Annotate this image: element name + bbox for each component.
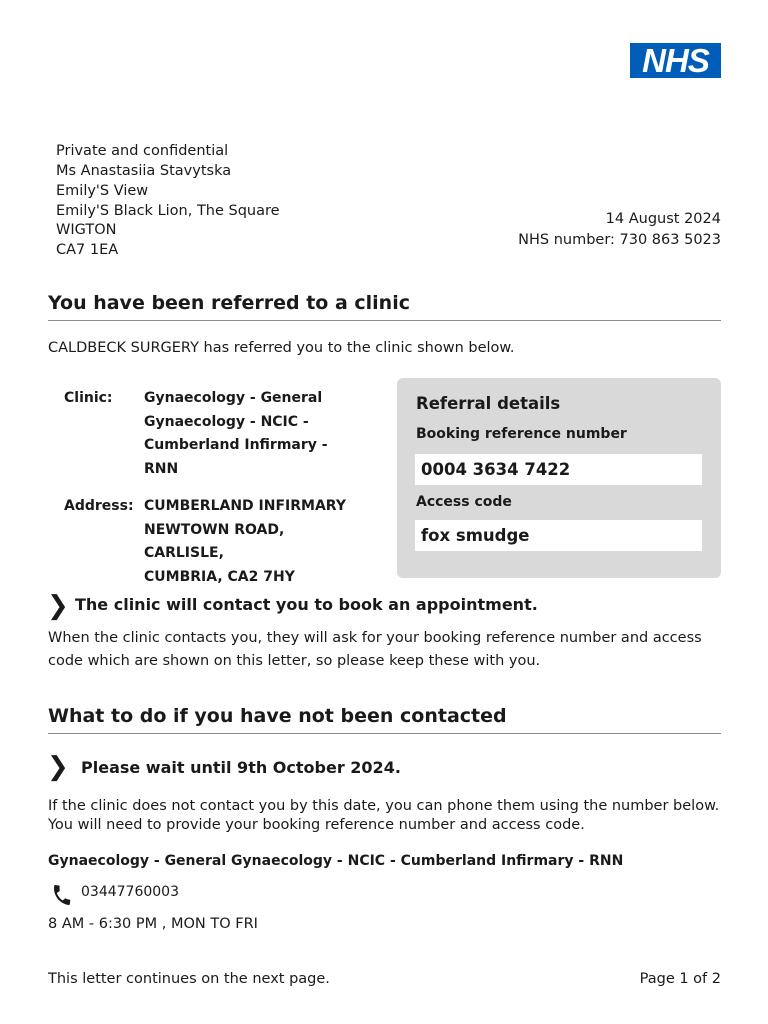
clinic-line: Cumberland Infirmary - RNN: [144, 437, 328, 477]
booking-reference-label: Booking reference number: [416, 426, 627, 442]
contact-heading: The clinic will contact you to book an appointment.: [75, 595, 538, 614]
referral-details-title: Referral details: [416, 394, 561, 413]
opening-hours: 8 AM - 6:30 PM , MON TO FRI: [48, 916, 258, 932]
chevron-right-icon: ❯: [47, 752, 69, 782]
nhs-number: NHS number: 730 863 5023: [518, 232, 721, 248]
chevron-right-icon: ❯: [47, 591, 69, 621]
footer-continues: This letter continues on the next page.: [48, 971, 330, 987]
clinic-line: Gynaecology - NCIC -: [144, 413, 309, 430]
referral-details-box: [397, 378, 721, 578]
page-number: Page 1 of 2: [639, 971, 721, 987]
section-heading-not-contacted: What to do if you have not been contacted: [48, 705, 721, 734]
not-contacted-body: If the clinic does not contact you by this date, you can phone them using the number below. You will need to provide your booking reference number and access code.: [48, 798, 720, 833]
wait-date: Please wait until 9th October 2024.: [81, 758, 401, 777]
clinic-name: Gynaecology - General Gynaecology - NCIC - Cumberland Infirmary - RNN: [48, 853, 624, 869]
access-code-label: Access code: [416, 494, 512, 510]
address-label: Address:: [64, 498, 134, 514]
booking-reference-value: 0004 3634 7422: [415, 454, 702, 485]
phone-icon: [50, 883, 74, 907]
recipient-address: [56, 142, 280, 260]
clinic-line: Gynaecology - General: [144, 390, 323, 406]
clinic-details: [64, 387, 364, 589]
address-line: Emily'S View: [56, 183, 149, 199]
address-line: Private and confidential: [56, 143, 229, 159]
contact-body: When the clinic contacts you, they will ask for your booking reference number and access code which are shown on this letter, so please keep these with you.: [48, 630, 702, 669]
clinic-address-line: CUMBRIA, CA2 7HY: [144, 568, 295, 585]
access-code-value: fox smudge: [415, 520, 702, 551]
address-line: CA7 1EA: [56, 241, 119, 258]
letter-meta: [518, 209, 721, 251]
address-line: WIGTON: [56, 222, 117, 238]
address-line: Ms Anastasiia Stavytska: [56, 162, 232, 179]
address-line: Emily'S Black Lion, The Square: [56, 202, 280, 219]
phone-number[interactable]: 03447760003: [81, 884, 179, 900]
section-heading-referred: You have been referred to a clinic: [48, 292, 721, 321]
clinic-address-line: NEWTOWN ROAD, CARLISLE,: [144, 521, 285, 561]
clinic-label: Clinic:: [64, 390, 113, 406]
letter-date: 14 August 2024: [605, 211, 721, 227]
clinic-address-line: CUMBERLAND INFIRMARY: [144, 498, 346, 514]
nhs-logo: NHS: [630, 43, 721, 78]
referral-intro: CALDBECK SURGERY has referred you to the clinic shown below.: [48, 340, 515, 356]
